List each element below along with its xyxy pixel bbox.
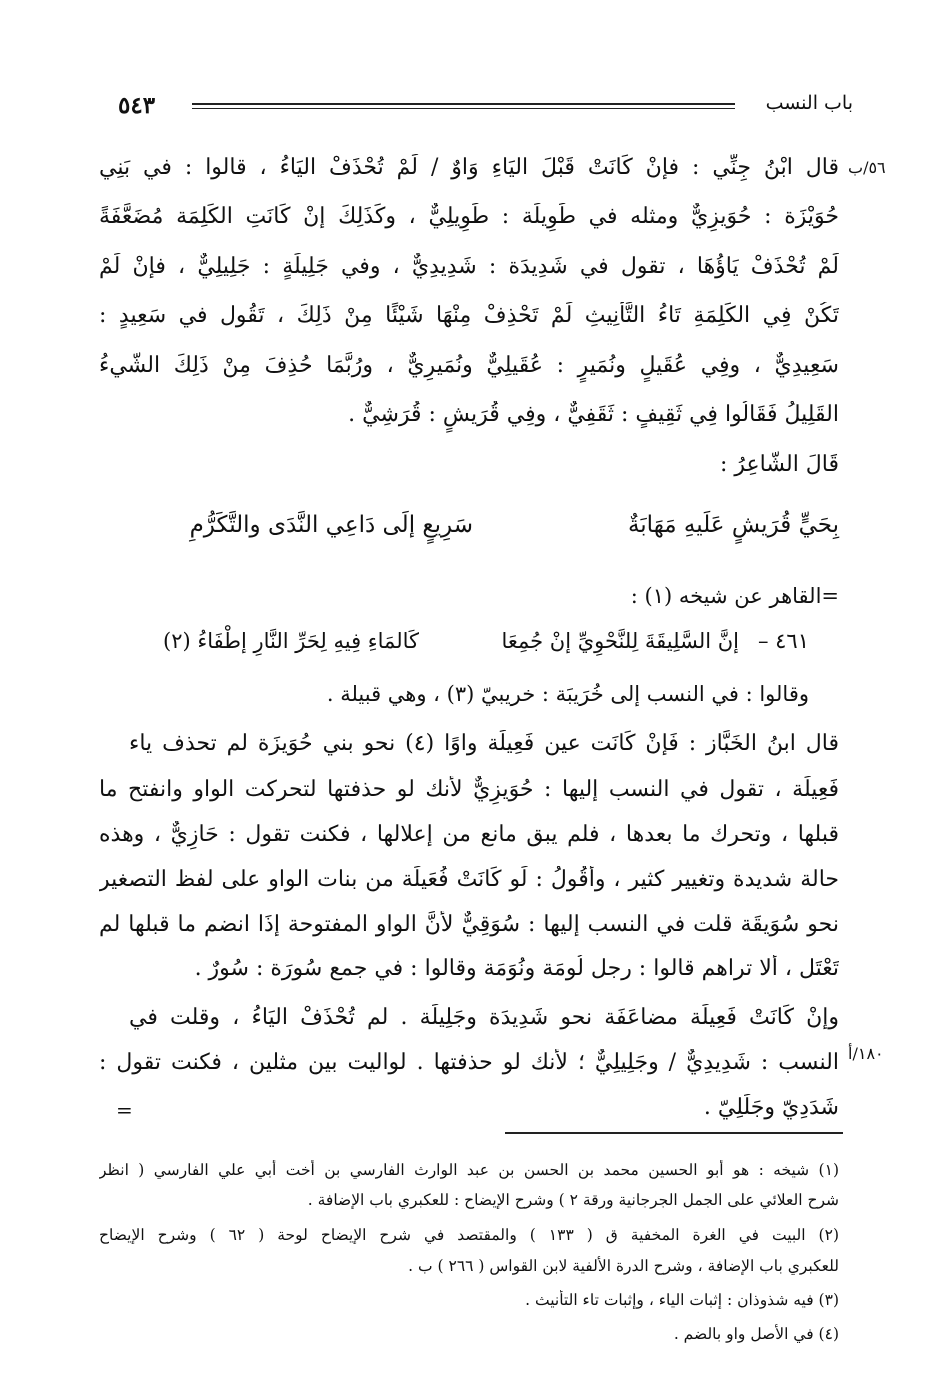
body-line: حُوَيْزَة : حُوَيزِيٌّ ومثله في طَوِيلَة : طَوِيلِيٌّ ، وكَذَلِكَ إنْ كَانَتِ الكَلِمَة مُضَعَّفَةً xyxy=(99,204,839,229)
body-line: لَمْ تُحْذَفْ يَاؤُهَا ، تقول في شَدِيدَة : شَدِيدِيٌّ ، وفي جَلِيلَةٍ : جَلِيلِيٌّ ، فإنْ لَمْ xyxy=(99,254,839,279)
body-line: شَدَدِيّ وجَلَلِيّ . xyxy=(703,1095,839,1120)
body-line: تَكُنْ فِي الكَلِمَةِ تَاءُ التَّأْنِيثِ لَمْ تَحْذِفْ مِنْهَا شَيْئًا مِنْ ذَلِكَ ، تَقُول في سَعِيدٍ : xyxy=(99,303,839,328)
body-line: تَعْتَل ، ألا تراهم قالوا : رجل لُومَة ونُوَمَة وقالوا : في جمع سُورَة : سُورٌ . xyxy=(194,956,839,981)
poet-intro: قَالَ الشَّاعِرُ : xyxy=(719,452,839,477)
body-line: حالة شديدة وتغيير كثير ، وأَقُولُ : لَو كَانَتْ فُعَيلَة من بنات الواو على لفظ التصغير xyxy=(99,867,839,892)
footnote-line: (٣) فيه شذوذان : إثبات الياء ، وإثبات تاء التأنيث . xyxy=(525,1291,839,1309)
verse-first-hemistich: بِحَيٍّ قُرَيشٍ عَلَيهِ مَهَابَةٌ xyxy=(627,512,839,538)
body-line: سَعِيدِيٌّ ، وفِي عُقَيلٍ ونُمَيرٍ : عُقَيلِيٌّ ونُمَيرِيٌّ ، ورُبَّمَا حُذِفَ مِنْ ذَلِكَ الشَّيءُ xyxy=(99,353,839,378)
running-title: باب النسب xyxy=(765,92,853,114)
folio-marker-56b: ٥٦/ب xyxy=(848,158,886,177)
header-rule xyxy=(192,103,735,109)
verse-first-hemistich: إنَّ السَّلِيقَةَ لِلنَّحْوِيِّ إنْ جُمِعَا xyxy=(501,629,739,653)
body-line: النسب : شَدِيدِيٌّ / وجَلِيلِيٌّ ؛ لأنك لو حذفتها . لواليت بين مثلين ، فكنت تقول : xyxy=(99,1050,839,1075)
body-line: قال ابنُ الخَبَّاز : فَإنْ كَانَت عين فَعِيلَة واوًا (٤) نحو بني حُوَيزَة لم تحذف ياء xyxy=(129,731,839,756)
body-line: قال ابْنُ جِنِّي : فإنْ كَانَتْ قَبْلَ اليَاءِ وَاوٌ / لَمْ تُحْذَفْ اليَاءُ ، قالوا : في بَنِي xyxy=(99,155,839,180)
footnote-line: (٢) البيت في الغرة المخفية ق ( ١٣٣ ) والمقتصد في شرح الإيضاح لوحة ( ٦٢ ) وشرح الإيضاح xyxy=(99,1226,839,1244)
footnote-line: (١) شيخه : هو أبو الحسين محمد بن الحسن بن عبد الوارث الفارسي بن أخت أبي علي الفارسي ( انظر xyxy=(99,1161,839,1179)
page-number: ٥٤٣ xyxy=(118,92,156,119)
footnote-line: للعكبري باب الإضافة ، وشرح الدرة الألفية لابن القواس ( ٢٦٦ ) ب . xyxy=(408,1257,839,1275)
verse-second-hemistich: كَالمَاءِ فِيهِ لِحَرِّ النَّارِ إطْفَاءُ (٢) xyxy=(163,629,419,653)
footnote-line: (٤) في الأصل واو بالضم . xyxy=(673,1325,839,1343)
verse-number: ٤٦١ – xyxy=(757,629,809,653)
body-line: وقالوا : في النسب إلى خُرَيبَة : خريبيّ (٣) ، وهي قبيلة . xyxy=(326,682,809,706)
footnote-line: شرح العلائي على الجمل الجرجانية ورقة ٢ ) وشرح الإيضاح : للعكبري باب الإضافة . xyxy=(307,1191,839,1209)
commentary-intro: =القاهر عن شيخه (١) : xyxy=(630,584,839,608)
continuation-mark: = xyxy=(116,1098,133,1122)
body-line: وإنْ كَانَتْ فَعِيلَة مضاعَفَة نحو شَدِيدَة وجَلِيلَة . لم تُحْذَفْ اليَاءُ ، وقلت في xyxy=(129,1005,839,1030)
body-line: نحو سُوَيقَة قلت في النسب إليها : سُوَقِيٌّ لأَنَّ الواو المفتوحة إذَا انضم ما قبلها لم xyxy=(99,912,839,937)
folio-marker-180a: ١٨٠/أ xyxy=(848,1044,884,1063)
body-line: فَعِيلَة ، تقول في النسب إليها : حُوَيزِيٌّ لأنك لو حذفتها لتحركت الواو وانفتح ما xyxy=(99,777,839,802)
verse-second-hemistich: سَرِيعٍ إلَى دَاعِي النَّدَى والتَّكَرُّمِ xyxy=(189,512,473,538)
page-header xyxy=(118,92,853,122)
footnote-separator xyxy=(505,1132,843,1134)
body-line: القَلِيلُ فَقَالُوا فِي ثَقِيفٍ : ثَقَفِيٌّ ، وفِي قُرَيشٍ : قُرَشِيٌّ . xyxy=(348,402,839,427)
body-line: قبلها ، وتحرك ما بعدها ، فلم يبق مانع من إعلالها ، فكنت تقول : حَازِيٌّ ، وهذه xyxy=(99,822,839,847)
